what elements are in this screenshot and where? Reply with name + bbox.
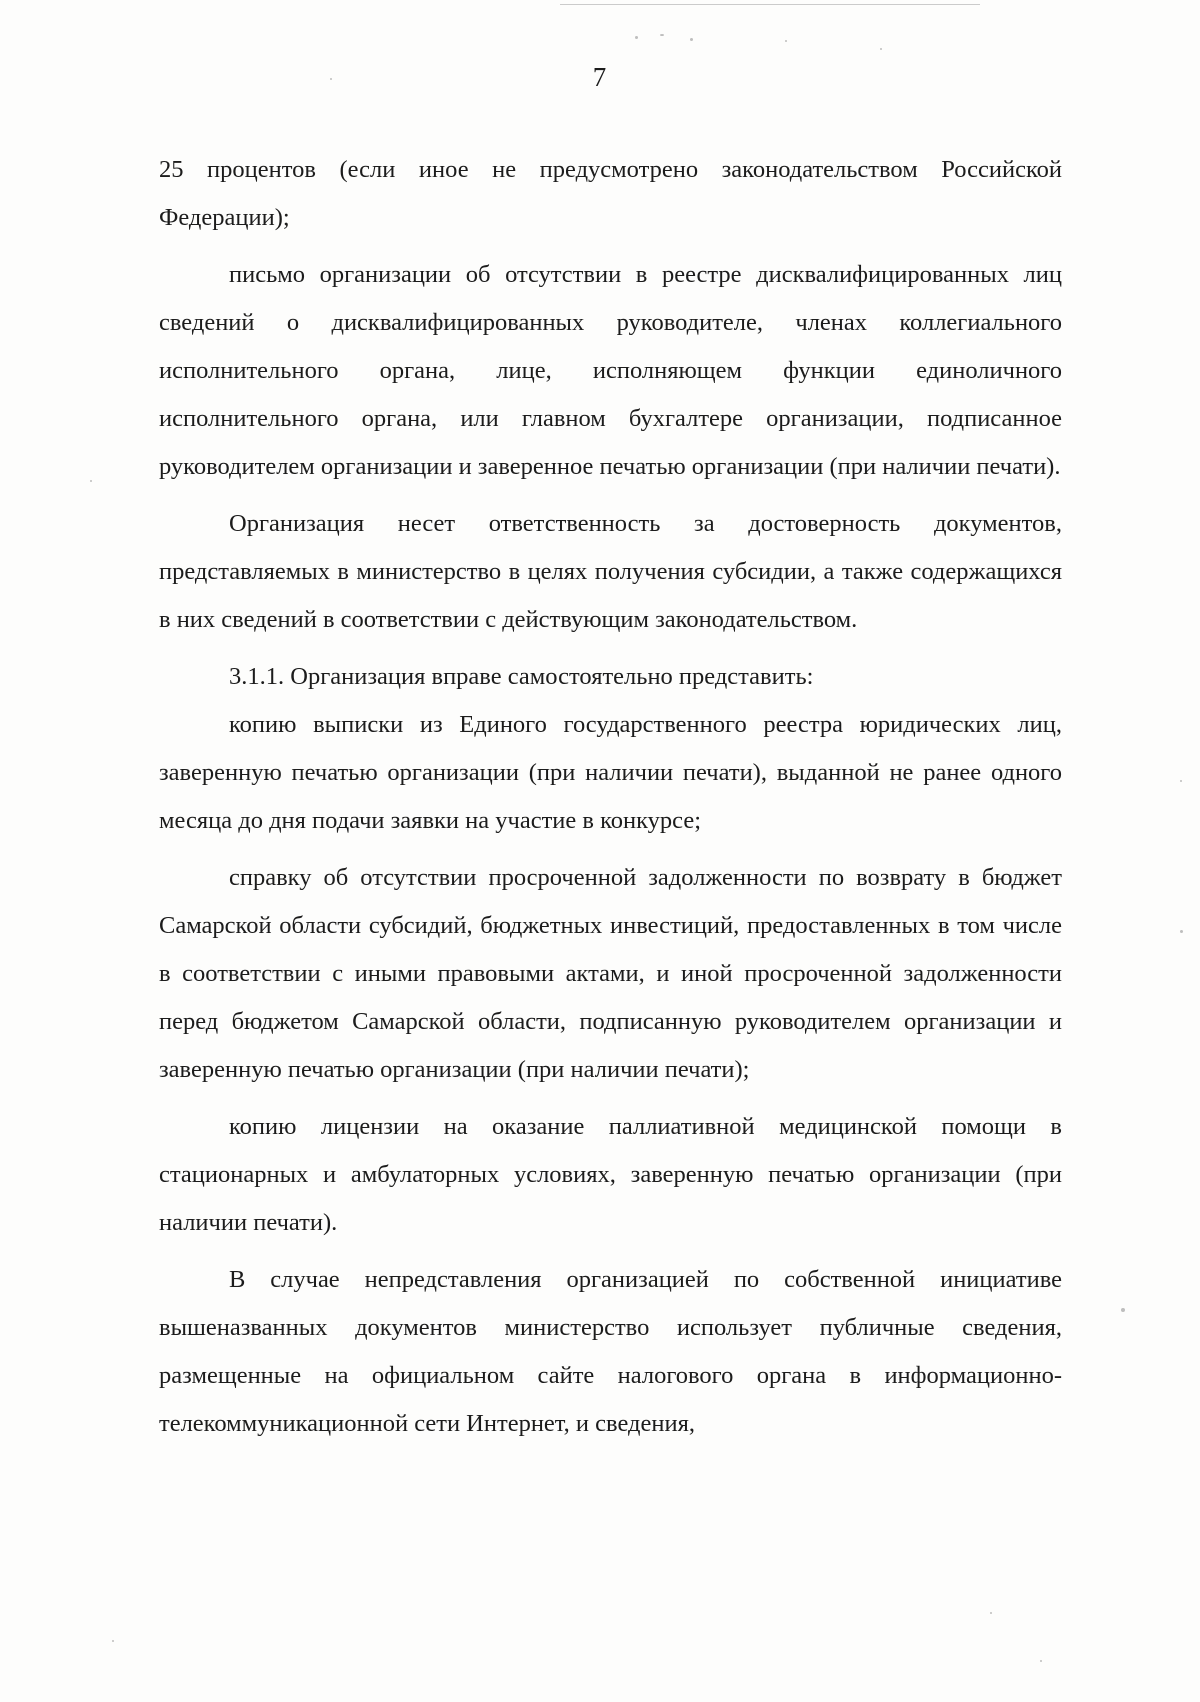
- scan-artifact: [112, 1640, 114, 1642]
- scan-artifact: [1040, 1660, 1042, 1662]
- paragraph: копию лицензии на оказание паллиативной медицинской помощи в стационарных и амбулаторных условиях, заверенную печатью организации (при наличии печати).: [159, 1113, 1062, 1236]
- paragraph: справку об отсутствии просроченной задолженности по возврату в бюджет Самарской области субсидий, бюджетных инвестиций, предоставленных в том числе в соответствии с иными правовыми актами, и иной просроченной задолженности перед бюджетом Самарской области, подписанную руководителем организации и заверенную печатью организации (при наличии печати);: [159, 864, 1062, 1083]
- paragraph: В случае непредставления организацией по собственной инициативе вышеназванных документов министерство использует публичные сведения, размещенные на официальном сайте налогового органа в информационно-телекоммуникационной сети Интернет, и сведения,: [159, 1266, 1062, 1437]
- scan-artifact: [1180, 780, 1182, 782]
- page-number: 7: [592, 62, 608, 92]
- paragraph: копию выписки из Единого государственного реестра юридических лиц, заверенную печатью организации (при наличии печати), выданной не ранее одного месяца до дня подачи заявки на участие в конкурсе;: [159, 711, 1062, 834]
- scan-artifact: [880, 48, 882, 50]
- paragraph: 25 процентов (если иное не предусмотрено законодательством Российской Федерации);: [159, 156, 1062, 231]
- paragraph: Организация несет ответственность за достоверность документов, представляемых в министерство в целях получения субсидии, а также содержащихся в них сведений в соответствии с действующим законодательством.: [159, 510, 1062, 633]
- scan-artifact: [90, 480, 92, 482]
- scan-artifact: [1121, 1308, 1125, 1312]
- scan-artifact: [785, 40, 787, 42]
- paragraph: письмо организации об отсутствии в реестре дисквалифицированных лиц сведений о дисквалифицированных руководителе, членах коллегиального исполнительного органа, лице, исполняющем функции единоличного исполнительного органа, или главном бухгалтере организации, подписанное руководителем организации и заверенное печатью организации (при наличии печати).: [159, 261, 1062, 480]
- scan-artifact: [635, 36, 638, 39]
- scan-artifact: [560, 4, 980, 5]
- scan-artifact: [690, 38, 693, 41]
- scan-artifact: [990, 1612, 992, 1614]
- scan-artifact: [1180, 930, 1183, 933]
- paragraph: 3.1.1. Организация вправе самостоятельно представить:: [229, 663, 814, 690]
- document-body: [159, 146, 1062, 1448]
- scan-artifact: [660, 34, 664, 36]
